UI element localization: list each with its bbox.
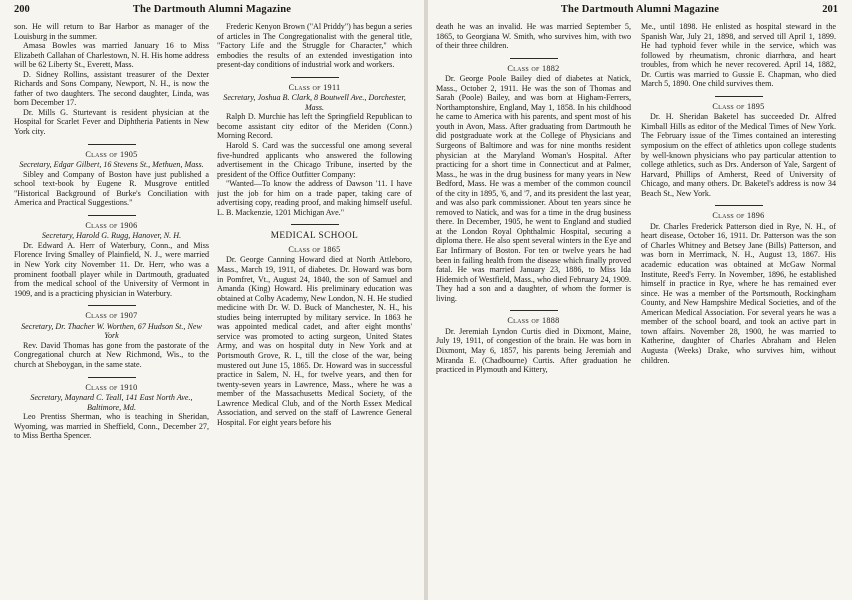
paragraph: death he was an invalid. He was married September 5, 1865, to Georgiana W. Smith, who survives him, with two of their three children.: [436, 22, 631, 51]
right-page-header: [428, 4, 852, 18]
section-divider: [715, 96, 763, 97]
paragraph: Me., until 1898. He enlisted as hospital steward in the Spanish War, July 21, 1898, and served till April 1, 1899. He had typhoid fever while in the service, which was followed by rheumatism, chronic diarrhœa, and heart troubles, from which he never recovered. April 14, 1882, Dr. Curtis was married to Gussie E. Chapman, who died March 5, 1890. One child survives them.: [641, 22, 836, 89]
paragraph: Dr. Jeremiah Lyndon Curtis died in Dixmont, Maine, July 19, 1911, of congestion of the brain. He was born in Dixmont, May 6, 1857, his parents being Jeremiah and Miranda E. (Chadbourne) Curtis. After graduation he practiced in Plymouth and Kittery,: [436, 326, 631, 375]
paragraph: son. He will return to Bar Harbor as manager of the Louisburg in the summer.: [14, 22, 209, 41]
class-heading: Class of 1882: [507, 63, 560, 73]
class-heading: Class of 1905: [85, 149, 138, 159]
section-divider: [291, 224, 339, 225]
left-page-column-1: [14, 22, 209, 594]
section-divider: [88, 144, 136, 145]
paragraph: Dr. Mills G. Sturtevant is resident physician at the Hospital for Scarlet Fever and Diphtheria Patients in New York city.: [14, 107, 209, 137]
paragraph: D. Sidney Rollins, assistant treasurer of the Dexter Richards and Sons Company, Newport, N. H., is now the father of two daughters. The second daughter, Linda, was born December 17.: [14, 69, 209, 108]
paragraph: Sibley and Company of Boston have just published a school text-book by Eugene R. Musgrove entitled "Historical Background of Burke's Conciliation with America and Practical Suggestions.": [14, 169, 209, 208]
class-heading: Class of 1907: [85, 311, 138, 321]
class-heading: Class of 1896: [712, 211, 765, 221]
paragraph: Dr. George Canning Howard died at North Attleboro, Mass., March 19, 1911, of diabetes. Dr. Howard was born in Pomfret, Vt., August 24, 1840, the son of Samuel and Amanda (King) Howard. His preliminary education was obtained at Colby Academy, New London, N. H. He studied medicine with Dr. W. D. Buck of Manchester, N. H., his studies being interrupted by military service. In 1863 he was appointed medical cadet, and after eight months' service was promoted to acting surgeon, United States Army, and was on hospital duty in New York and at Portsmouth Grove, R. I., till the close of the war, being mustered out June 15, 1865. Dr. Howard was in successful practice in Salem, N. H., for twelve years, and then for twenty-seven years in Lawrence, Mass., where he was a member of the Massachusetts Medical Society, of the Lawrence Medical Club, and of the North Essex Medical Association, and served on the staff of Lawrence General Hospital. For eight years before his: [217, 255, 412, 427]
paragraph: Dr. H. Sheridan Baketel has succeeded Dr. Alfred Kimball Hills as editor of the Medical Times of New York. The February issue of the Times contained an interesting symposium on the effect of athletics upon college students by well-known physicians who pay particular attention to college athletics, such as Drs. Anderson of Yale, Sargent of Harvard, Phillips of Amherst, Reed of University of Chicago, and many others. Dr. Baketel's address is now 34 Beach St., New York.: [641, 112, 836, 198]
right-page-column-1: [436, 22, 631, 594]
section-divider: [715, 205, 763, 206]
class-secretary: Secretary, Maynard C. Teall, 141 East North Ave., Baltimore, Md.: [30, 393, 193, 412]
class-heading: Class of 1911: [288, 82, 341, 92]
section-divider: [510, 58, 558, 59]
paragraph: Dr. Charles Frederick Patterson died in Rye, N. H., of heart disease, October 16, 1911. Dr. Patterson was the son of Charles Whitney and Betsey Jane (Bills) Patterson, and was born in Merrimack, N. H., August 13, 1867. His academic education was obtained at McGaw Normal Institute, Reed's Ferry. In November, 1896, he established himself in practice in Rye, where he has remained ever since. He was a member of the Portsmouth, Rockingham County, and New Hampshire Medical Societies, and of the American Medical Association. For several years he was a member of the school board, and took an active part in town affairs. November 28, 1900, he was married to Katherine, daughter of Charles Abraham and Helen Augusta (Weeks) Drake, who survives him, without children.: [641, 221, 836, 365]
section-divider: [510, 310, 558, 311]
class-heading: Class of 1888: [507, 316, 560, 326]
paragraph: Amasa Bowles was married January 16 to Miss Elizabeth Callahan of Charlestown, N. H. His home address will be 62 Liberty St., Everett, Mass.: [14, 41, 209, 70]
magazine-title-right: The Dartmouth Alumni Magazine: [560, 4, 720, 15]
class-secretary: Secretary, Joshua B. Clark, 8 Boutwell Ave., Dorchester, Mass.: [223, 93, 406, 112]
paragraph: Dr. Edward A. Herr of Waterbury, Conn., and Miss Florence Irving Smalley of Plainfield, N. J., were married in New York city November 11. Dr. Herr, who was a prominent football player while in Dartmouth, graduated from the medical school of the University of Vermont in 1909, and is a practicing physician in Waterbury.: [14, 240, 209, 298]
paragraph: Dr. George Poole Bailey died of diabetes at Natick, Mass., October 2, 1911. He was the son of Thomas and Sarah (Poole) Bailey, and was born at Higham-Ferrers, Northamptonshire, England, May 1, 1858. In his childhood he came to America with his parents, and spent most of his youth in Avon, Mass. After graduating from Dartmouth he did postgraduate work at the College of Physicians and Surgeons of Baltimore and was for nine months resident physician at the Maryland Woman's Hospital. After practicing for a short time in Connecticut and at Palmer, Mass., he was in the drug business for many years in New Bedford, Mass. He was a member of the common council of the city in 1895, '6, and '7, and its president the last year, and was also park commissioner. About ten years since he removed to Natick, and was for a time in the drug business there. In December, 1905, he went to England and studied at the London Royal Ophthalmic Hospital, securing a diploma there. He also spent several winters in the Eye and Ear Infirmary of Boston. For ten or twelve years he had been in failing health from the disease which finally proved fatal. He was married January 23, 1886, to Miss Ida Hidemich of Westfield, Mass., who died February 24, 1909. They had a son and a daughter, of whom the former is living.: [436, 74, 631, 303]
left-page: [0, 0, 424, 600]
right-page-column-2: [641, 22, 836, 594]
paragraph: Ralph D. Murchie has left the Springfield Republican to become assistant city editor of the Meriden (Conn.) Morning Record.: [217, 112, 412, 141]
paragraph: Rev. David Thomas has gone from the pastorate of the Congregational church at New Richmond, Wis., to the church at Sheboygan, in the same state.: [14, 340, 209, 369]
section-divider: [88, 377, 136, 378]
class-heading: Class of 1865: [288, 244, 341, 254]
right-page-number: 201: [822, 4, 838, 15]
section-divider: [88, 215, 136, 216]
left-page-column-2: [217, 22, 412, 594]
class-secretary: Secretary, Dr. Thacher W. Worthen, 67 Hudson St., New York: [21, 321, 202, 341]
class-heading: Class of 1895: [712, 101, 765, 111]
left-page-number: 200: [14, 4, 30, 15]
class-heading: Class of 1910: [85, 382, 138, 392]
section-heading: MEDICAL SCHOOL: [270, 230, 359, 241]
section-divider: [291, 77, 339, 78]
class-secretary: Secretary, Edgar Gilbert, 16 Stevens St., Methuen, Mass.: [19, 160, 204, 170]
paragraph: Leo Prentiss Sherman, who is teaching in Sheridan, Wyoming, was married in Sheffield, Conn., December 27, to Miss Bertha Spencer.: [14, 412, 209, 441]
paragraph: Harold S. Card was the successful one among several five-hundred applicants who answered the following advertisement in the Chicago Tribune, inserted by the president of the Office Outfitter Company:: [217, 141, 412, 179]
class-secretary: Secretary, Harold G. Rugg, Hanover, N. H.: [41, 231, 182, 241]
section-divider: [88, 305, 136, 306]
magazine-title-left: The Dartmouth Alumni Magazine: [132, 4, 292, 15]
paragraph: Frederic Kenyon Brown ("Al Priddy") has begun a series of articles in The Congregationalist with the general title, "Factory Life and the Struggle for Character," which embodies the results of an extended investigation into present-day conditions of industrial work and workers.: [217, 22, 412, 70]
left-page-header: [0, 4, 424, 18]
right-page: [428, 0, 852, 600]
class-heading: Class of 1906: [85, 220, 138, 230]
paragraph: "Wanted—To know the address of Dawson '11. I have just the job for him on a trade paper, taking care of advertising copy, reading proof, and making himself useful. L. B. Mackenzie, 1201 Michigan Ave.": [217, 179, 412, 217]
